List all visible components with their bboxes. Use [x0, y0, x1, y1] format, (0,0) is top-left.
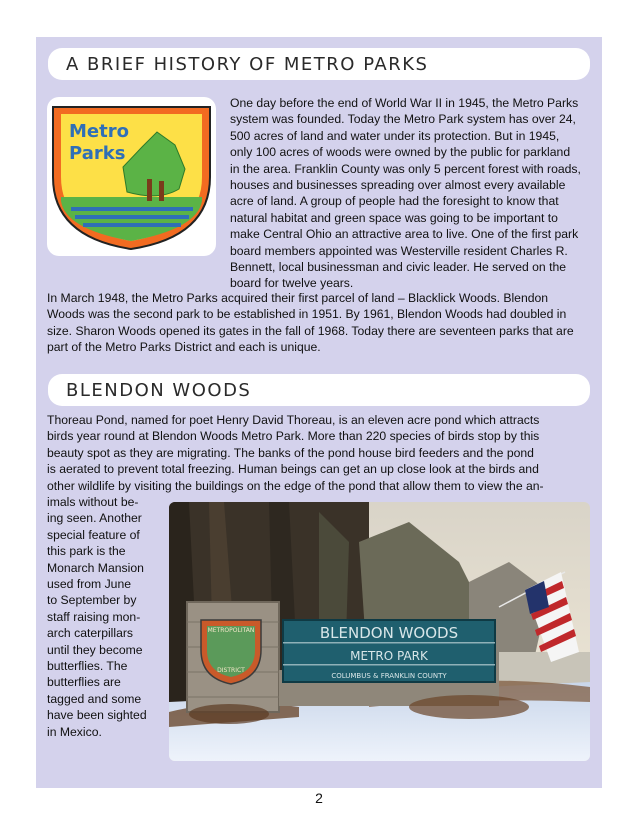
text-line: size. Sharon Woods opened its gates in the fall of 1968. Today there are seventeen parks that are — [47, 323, 574, 338]
text-line: beauty spot as they are migrating. The banks of the pond house bird feeders and the pond — [47, 445, 534, 460]
text-line: butterflies are — [47, 675, 121, 690]
text-line: Bennett, local businessman and civic leader. He served on the — [230, 260, 567, 275]
text-line: until they become — [47, 642, 143, 657]
text-line: is aerated to prevent total freezing. Human beings can get an up close look at the birds and — [47, 462, 539, 477]
text-line: staff raising mon- — [47, 609, 141, 624]
text-line: in the area. Franklin County was only 5 percent forest with roads, — [230, 161, 581, 176]
sign-line-3: COLUMBUS & FRANKLIN COUNTY — [331, 672, 447, 680]
text-line: One day before the end of World War II in 1945, the Metro Parks — [230, 96, 579, 110]
text-line: acre of land. A group of people had the foresight to know that — [230, 194, 559, 209]
text-line: this park is the — [47, 544, 126, 559]
page-number: 2 — [315, 790, 323, 806]
text-line: ing seen. Another — [47, 511, 142, 526]
text-line: system was founded. Today the Metro Park system has over 24, — [230, 112, 576, 127]
text-line: houses and businesses spreading over almost every available — [230, 178, 566, 193]
blendon-heading: BLENDON WOODS — [66, 379, 252, 401]
text-line: In March 1948, the Metro Parks acquired their first parcel of land – Blacklick Woods. Blendon — [47, 291, 549, 305]
history-heading: A BRIEF HISTORY OF METRO PARKS — [66, 53, 429, 75]
text-line: board for twelve years. — [230, 276, 354, 291]
blendon-paragraph-narrow — [47, 494, 165, 740]
history-paragraph-2 — [47, 290, 599, 356]
sign-line-1: BLENDON WOODS — [319, 624, 459, 642]
text-line: imals without be- — [47, 495, 139, 509]
text-line: in Mexico. — [47, 724, 102, 739]
text-line: Monarch Mansion — [47, 560, 144, 575]
text-line: arch caterpillars — [47, 626, 134, 641]
metro-parks-logo — [47, 97, 216, 256]
text-line: other wildlife by visiting the buildings on the edge of the pond that allow them to view the an- — [47, 478, 544, 493]
text-line: board members appointed was Westerville resident Charles R. — [230, 243, 568, 258]
text-line: part of the Metro Parks District and each is unique. — [47, 340, 321, 355]
blendon-woods-sign-photo — [169, 502, 590, 761]
photo-illustration — [169, 502, 590, 761]
text-line: Thoreau Pond, named for poet Henry David Thoreau, is an eleven acre pond which attracts — [47, 413, 540, 427]
text-line: used from June — [47, 577, 132, 592]
emblem-top-text: METROPOLITAN — [207, 627, 255, 634]
blendon-paragraph — [47, 412, 599, 494]
emblem-bottom-text: DISTRICT — [217, 667, 245, 674]
logo-word-metro: Metro — [69, 121, 129, 142]
metro-parks-logo-icon — [47, 97, 216, 256]
text-line: tagged and some — [47, 691, 142, 706]
logo-word-parks: Parks — [69, 143, 126, 164]
blendon-heading-bar — [48, 374, 590, 406]
text-line: Woods was the second park to be established in 1951. By 1961, Blendon Woods had doubled in — [47, 307, 567, 322]
text-line: make Central Ohio an attractive area to live. One of the first park — [230, 227, 579, 242]
history-paragraph-1 — [230, 95, 598, 292]
text-line: to September by — [47, 593, 137, 608]
history-heading-bar — [48, 48, 590, 80]
text-line: butterflies. The — [47, 659, 128, 674]
text-line: 500 acres of land and water under its protection. But in 1945, — [230, 128, 560, 143]
text-line: special feature of — [47, 527, 140, 542]
text-line: have been sighted — [47, 708, 147, 723]
text-line: only 100 acres of woods were owned by the public for parkland — [230, 145, 571, 160]
sign-line-2: METRO PARK — [350, 649, 428, 663]
text-line: natural habitat and green space was going to be important to — [230, 210, 558, 225]
text-line: birds year round at Blendon Woods Metro Park. More than 220 species of birds stop by this — [47, 429, 540, 444]
